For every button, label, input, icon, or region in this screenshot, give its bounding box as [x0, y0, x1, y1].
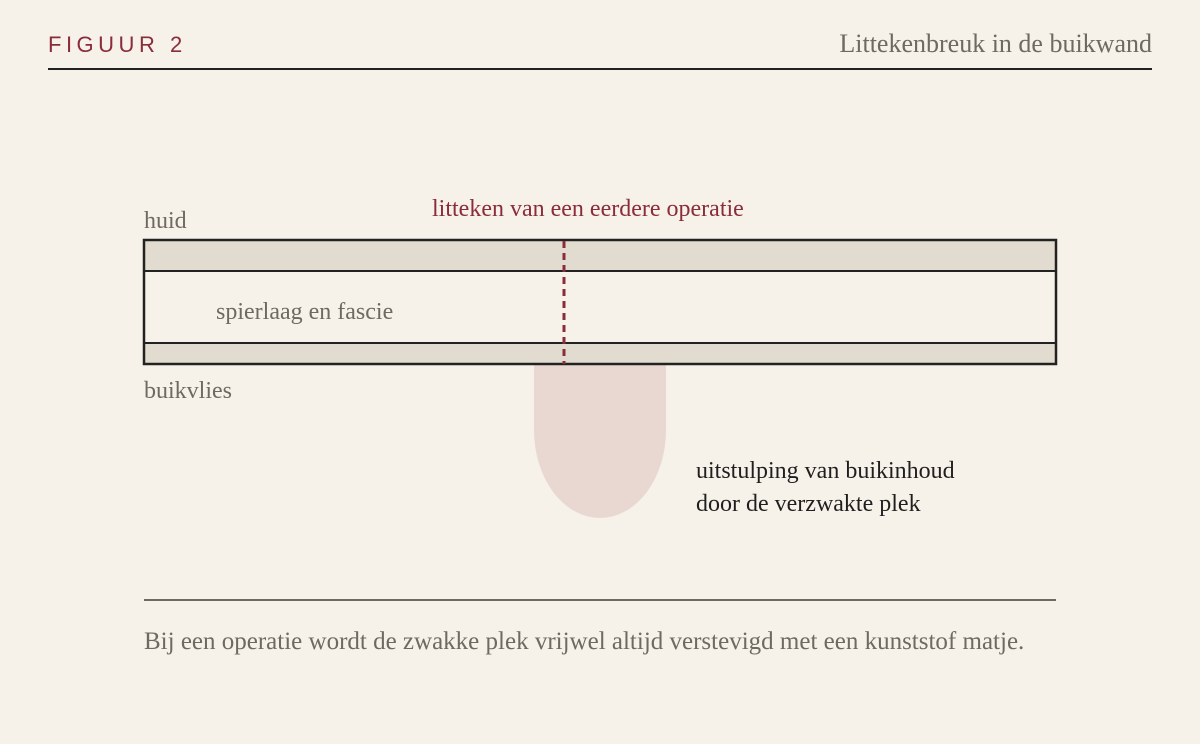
scar-label: litteken van een eerdere operatie: [432, 196, 744, 222]
skin-label: huid: [144, 208, 187, 234]
peritoneum-layer: [144, 343, 1056, 364]
peritoneum-label: buikvlies: [144, 378, 232, 404]
muscle-fascia-label: spierlaag en fascie: [216, 299, 394, 325]
hernia-bulge: [534, 364, 666, 518]
figure-label: FIGUUR 2: [48, 32, 187, 57]
figure-title: Littekenbreuk in de buikwand: [839, 29, 1152, 58]
bulge-label-line-2: door de verzwakte plek: [696, 491, 921, 517]
bulge-label-line-1: uitstulping van buikinhoud: [696, 458, 955, 484]
caption-rule: [144, 599, 1056, 601]
figure-caption: Bij een operatie wordt de zwakke plek vrijwel altijd verstevigd met een kunststof matje.: [144, 628, 1025, 655]
skin-layer: [144, 240, 1056, 271]
